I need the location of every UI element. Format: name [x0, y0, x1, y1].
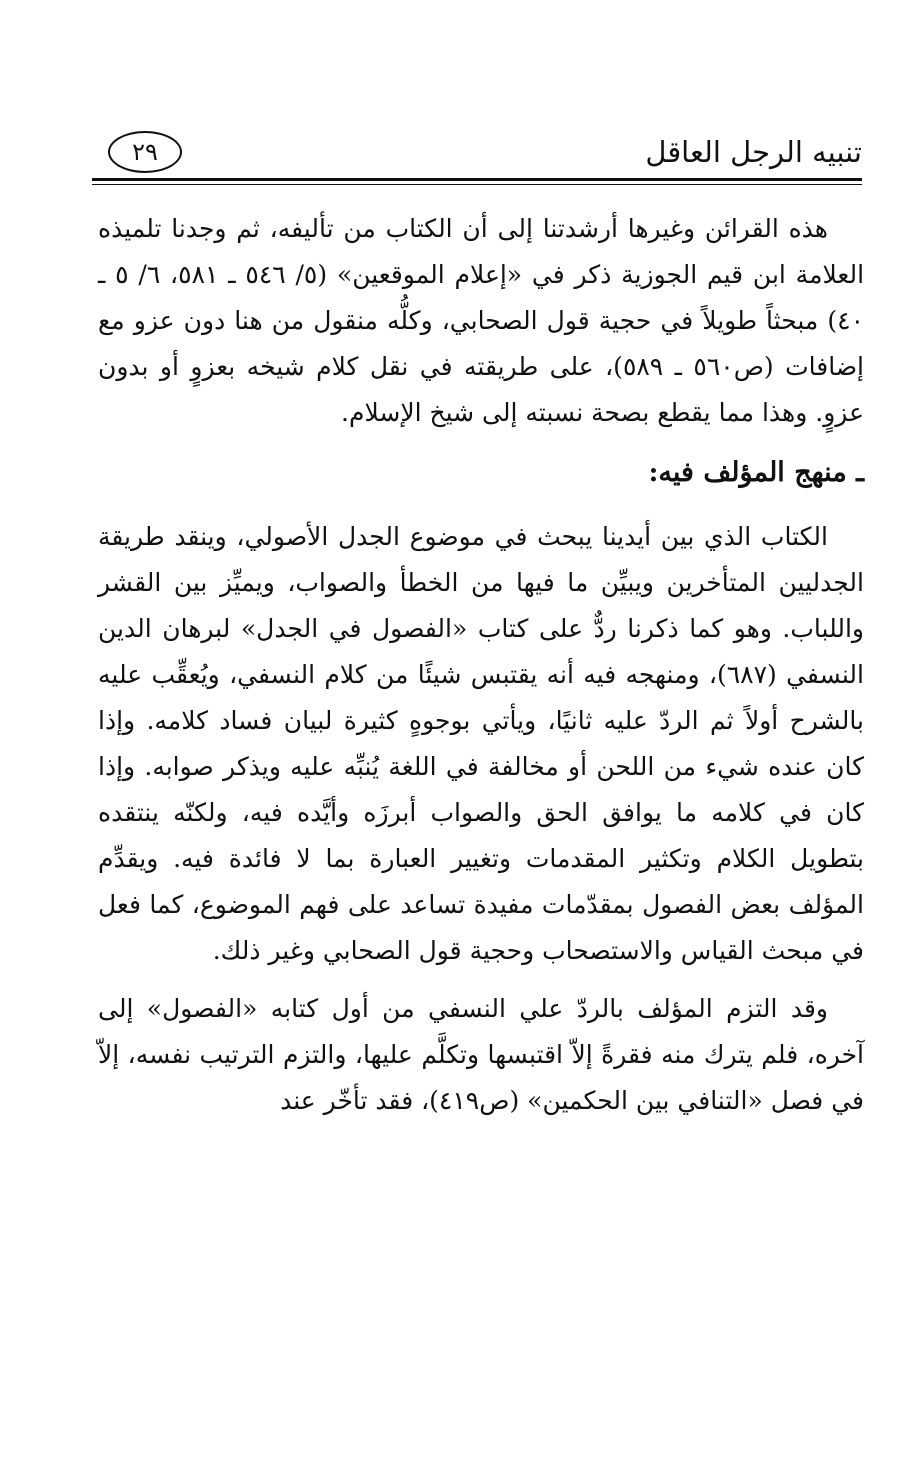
page-number-badge: ٢٩ — [108, 131, 182, 173]
page-header — [92, 126, 862, 176]
page-body — [98, 206, 864, 1136]
paragraph-attribution: هذه القرائن وغيرها أرشدتنا إلى أن الكتاب من تأليفه، ثم وجدنا تلميذه العلامة ابن قيم الجوزية ذكر في «إعلام الموقعين» (٥/ ٥٤٦ ـ ٥٨١، ٦/ ٥ ـ ٤٠) مبحثاً طويلاً في حجية قول الصحابي، وكلُّه منقول من هنا دون عزو مع إضافات (ص٥٦٠ ـ ٥٨٩)، على طريقته في نقل كلام شيخه بعزوٍ أو بدون عزوٍ. وهذا مما يقطع بصحة نسبته إلى شيخ الإسلام. — [98, 214, 865, 427]
paragraph-methodology: الكتاب الذي بين أيدينا يبحث في موضوع الجدل الأصولي، وينقد طريقة الجدليين المتأخرين ويبيِّن ما فيها من الخطأ والصواب، ويميِّز بين القشر واللباب. وهو كما ذكرنا ردٌّ على كتاب «الفصول في الجدل» لبرهان الدين النسفي (٦٨٧)، ومنهجه فيه أنه يقتبس شيئًا من كلام النسفي، ويُعقِّب عليه بالشرح أولاً ثم الردّ عليه ثانيًا، ويأتي بوجوهٍ كثيرة لبيان فساد كلامه. وإذا كان عنده شيء من اللحن أو مخالفة في اللغة يُنبِّه عليه ويذكر صوابه. وإذا كان في كلامه ما يوافق الحق والصواب أبرزَه وأيَّده فيه، ولكنّه ينتقده بتطويل الكلام وتكثير المقدمات وتغيير العبارة بما لا فائدة فيه. ويقدِّم المؤلف بعض الفصول بمقدّمات مفيدة تساعد على فهم الموضوع، كما فعل في مبحث القياس والاستصحاب وحجية قول الصحابي وغير ذلك. — [98, 522, 864, 965]
section-heading: ـ منهج المؤلف فيه: — [648, 457, 864, 488]
running-title: تنبيه الرجل العاقل — [645, 135, 862, 169]
header-rule-thin — [92, 184, 862, 185]
paragraph-commitment: وقد التزم المؤلف بالردّ علي النسفي من أول كتابه «الفصول» إلى آخره، فلم يترك منه فقرةً إلاّ اقتبسها وتكلَّم عليها، والتزم الترتيب نفسه، إلاّ في فصل «التنافي بين الحكمين» (ص٤١٩)، فقد تأخّر عند — [98, 994, 864, 1115]
header-rule-thick — [92, 178, 862, 181]
